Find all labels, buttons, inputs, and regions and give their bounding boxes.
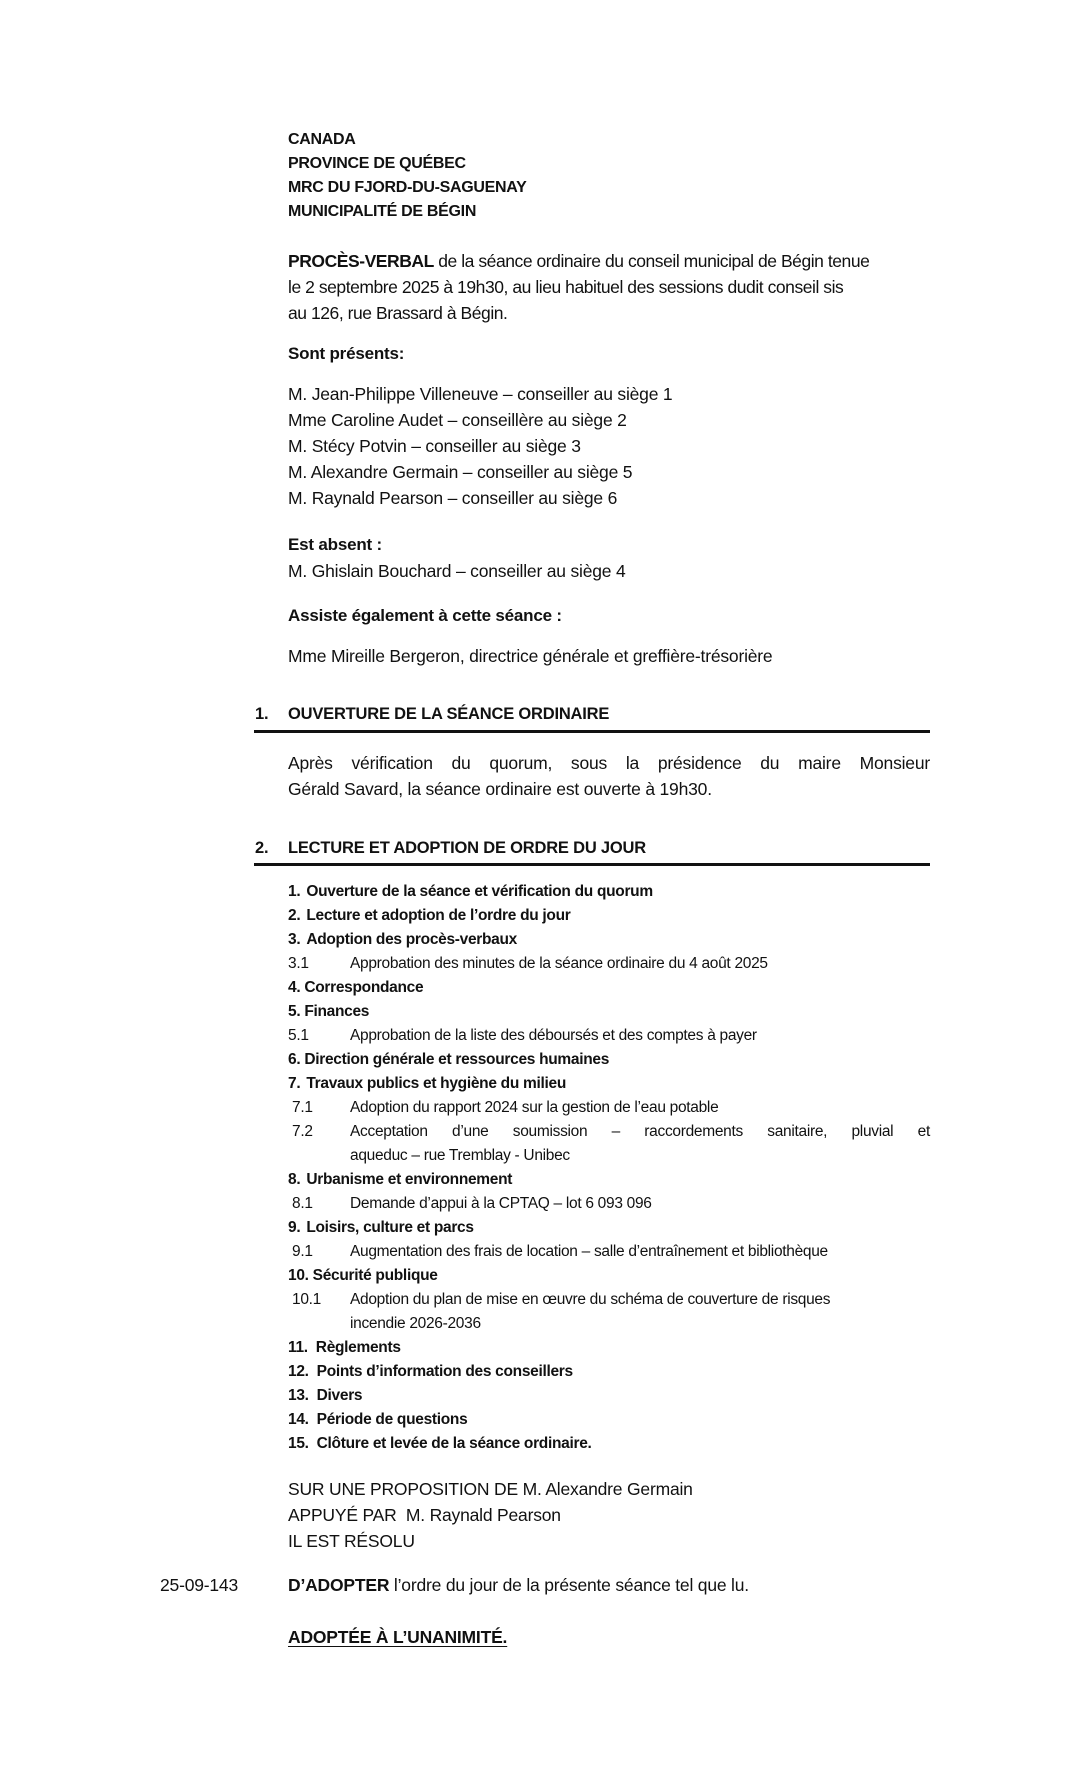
agenda-item: 4. Correspondance xyxy=(288,979,424,996)
resolution-seconded: APPUYÉ PAR M. Raynald Pearson xyxy=(288,1505,561,1525)
agenda-subitem: 8.1 Demande d’appui à la CPTAQ – lot 6 093 096 xyxy=(292,1195,652,1212)
present-member: M. Stécy Potvin – conseiller au siège 3 xyxy=(288,436,581,456)
present-member: Mme Caroline Audet – conseillère au siège 2 xyxy=(288,410,627,430)
section-1-number: 1. xyxy=(255,705,269,723)
agenda-item: 10. Sécurité publique xyxy=(288,1267,438,1284)
header-mrc: MRC DU FJORD-DU-SAGUENAY xyxy=(288,179,527,196)
agenda-item: 5. Finances xyxy=(288,1003,370,1020)
present-list xyxy=(288,381,672,511)
agenda-item: 8. Urbanisme et environnement xyxy=(288,1171,513,1188)
agenda-item: 13. Divers xyxy=(288,1387,363,1404)
intro-line-2: le 2 septembre 2025 à 19h30, au lieu habituel des sessions dudit conseil sis xyxy=(288,277,844,297)
resolution-number: 25-09-143 xyxy=(160,1575,238,1595)
intro-line-1: de la séance ordinaire du conseil municipal de Bégin tenue xyxy=(433,251,870,271)
intro-paragraph xyxy=(288,248,869,326)
agenda-list xyxy=(288,880,930,1456)
section-2-rule xyxy=(254,863,930,866)
agenda-subitem: 5.1 Approbation de la liste des déboursés et des comptes à payer xyxy=(288,1027,757,1044)
assists-label: Assiste également à cette séance : xyxy=(288,606,562,625)
intro-bold: PROCÈS-VERBAL xyxy=(288,251,434,271)
absent-label: Est absent : xyxy=(288,535,382,554)
agenda-item: 6. Direction générale et ressources humaines xyxy=(288,1051,610,1068)
present-member: M. Jean-Philippe Villeneuve – conseiller au siège 1 xyxy=(288,384,673,404)
resolution-action-text: l’ordre du jour de la présente séance tel que lu. xyxy=(389,1575,749,1595)
agenda-item: 15. Clôture et levée de la séance ordinaire. xyxy=(288,1435,592,1452)
section-2-number: 2. xyxy=(255,839,269,857)
resolution-action-bold: D’ADOPTER xyxy=(288,1575,390,1595)
section-1-line-1: Après vérification du quorum, sous la présidence du maire Monsieur xyxy=(288,753,930,773)
resolution-proposed: SUR UNE PROPOSITION DE M. Alexandre Germain xyxy=(288,1479,693,1499)
resolution-outcome: ADOPTÉE À L’UNANIMITÉ. xyxy=(288,1627,508,1647)
agenda-item: 2. Lecture et adoption de l’ordre du jour xyxy=(288,907,571,924)
agenda-item: 7. Travaux publics et hygiène du milieu xyxy=(288,1075,566,1092)
present-member: M. Raynald Pearson – conseiller au siège 6 xyxy=(288,488,618,508)
section-1-text xyxy=(288,750,930,802)
present-member: M. Alexandre Germain – conseiller au siège 5 xyxy=(288,462,633,482)
section-2-title: LECTURE ET ADOPTION DE ORDRE DU JOUR xyxy=(288,839,646,857)
resolution-resolved: IL EST RÉSOLU xyxy=(288,1531,415,1551)
section-1-title: OUVERTURE DE LA SÉANCE ORDINAIRE xyxy=(288,705,610,723)
resolution-action xyxy=(288,1572,749,1598)
agenda-subitem: 3.1 Approbation des minutes de la séance ordinaire du 4 août 2025 xyxy=(288,955,768,972)
agenda-subitem: 7.1 Adoption du rapport 2024 sur la gestion de l’eau potable xyxy=(292,1099,719,1116)
present-label: Sont présents: xyxy=(288,344,405,363)
agenda-item: 3. Adoption des procès-verbaux xyxy=(288,931,517,948)
header-country: CANADA xyxy=(288,131,356,148)
agenda-item: 1. Ouverture de la séance et vérification du quorum xyxy=(288,883,653,900)
header-province: PROVINCE DE QUÉBEC xyxy=(288,155,466,172)
absent-member: M. Ghislain Bouchard – conseiller au siège 4 xyxy=(288,561,626,581)
agenda-item: 11. Règlements xyxy=(288,1339,401,1356)
resolution-block xyxy=(288,1476,693,1554)
section-1-rule xyxy=(254,730,930,733)
assists-person: Mme Mireille Bergeron, directrice générale et greffière-trésorière xyxy=(288,646,773,666)
section-1-line-2: Gérald Savard, la séance ordinaire est ouverte à 19h30. xyxy=(288,779,712,799)
agenda-subitem: 7.2 Acceptation d’une soumission – raccordements sanitaire, pluvial et aqueduc – rue Tremblay - Unibec xyxy=(292,1123,930,1164)
header-municipality: MUNICIPALITÉ DE BÉGIN xyxy=(288,203,477,220)
agenda-subitem: 10.1 Adoption du plan de mise en œuvre du schéma de couverture de risques incendie 2026-2036 xyxy=(292,1291,831,1332)
agenda-item: 14. Période de questions xyxy=(288,1411,468,1428)
agenda-subitem: 9.1 Augmentation des frais de location – salle d’entraînement et bibliothèque xyxy=(292,1243,828,1260)
intro-line-3: au 126, rue Brassard à Bégin. xyxy=(288,303,508,323)
agenda-item: 9. Loisirs, culture et parcs xyxy=(288,1219,474,1236)
header-block xyxy=(288,128,526,224)
agenda-item: 12. Points d’information des conseillers xyxy=(288,1363,573,1380)
